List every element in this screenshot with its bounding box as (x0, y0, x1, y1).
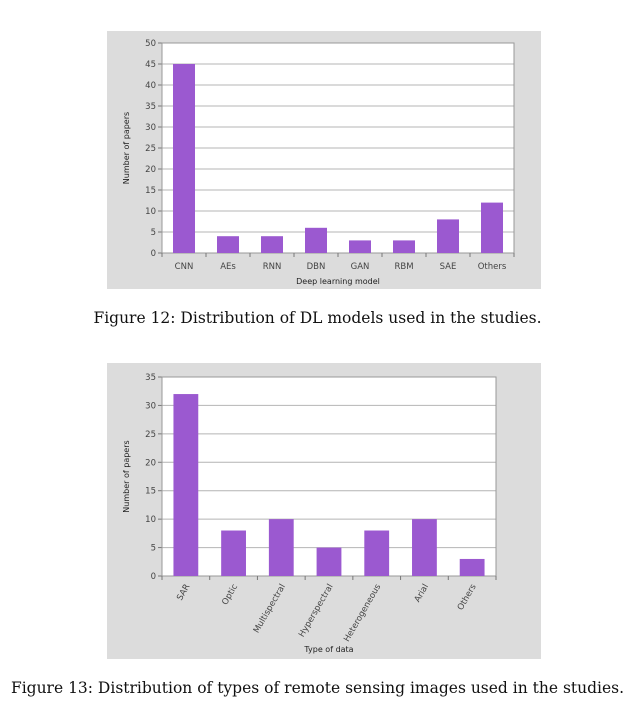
bar-cnn (173, 64, 195, 253)
bar-rbm (393, 240, 415, 253)
bar-optic (221, 531, 246, 576)
bar-dbn (305, 228, 327, 253)
bar-others (460, 559, 485, 576)
y-tick-label: 15 (145, 486, 156, 497)
bar-sar (173, 394, 198, 576)
figure-13-caption: Figure 13: Distribution of types of remote sensing images used in the studies. (10, 679, 625, 697)
x-tick-label: GAN (350, 262, 370, 272)
x-tick-label: Heterogeneous (342, 582, 384, 644)
x-axis-title: Deep learning model (296, 277, 380, 286)
figure-12-chart (107, 31, 541, 289)
y-tick-label: 30 (145, 123, 156, 133)
x-tick-label: CNN (174, 262, 194, 272)
x-tick-label: RBM (394, 262, 414, 272)
x-tick-label: Multispectral (251, 582, 288, 636)
x-tick-label: SAR (175, 582, 193, 603)
y-tick-label: 20 (145, 458, 156, 469)
y-tick-label: 20 (145, 165, 156, 175)
bar-hyperspectral (317, 548, 342, 576)
data-types-bar-chart (107, 363, 541, 659)
y-tick-label: 10 (145, 515, 156, 526)
y-tick-label: 50 (145, 39, 156, 49)
figure-13-chart (107, 363, 541, 659)
plot-area (162, 377, 496, 576)
x-tick-label: Others (455, 582, 479, 613)
y-tick-label: 45 (145, 60, 156, 70)
y-tick-label: 15 (145, 186, 156, 196)
y-axis-title: Number of papers (122, 440, 131, 513)
x-tick-label: Others (477, 262, 507, 272)
x-tick-label: Hyperspectral (297, 582, 336, 640)
bar-rnn (261, 236, 283, 253)
bar-multispectral (269, 519, 294, 576)
x-tick-label: RNN (262, 262, 282, 272)
bar-aes (217, 236, 239, 253)
x-tick-label: Optic (220, 582, 241, 607)
bar-others (481, 203, 503, 253)
y-tick-label: 25 (145, 144, 156, 154)
x-tick-label: Arial (412, 582, 432, 605)
bar-arial (412, 519, 437, 576)
y-tick-label: 30 (145, 401, 156, 412)
bar-gan (349, 240, 371, 253)
y-tick-label: 0 (150, 572, 156, 582)
x-tick-label: SAE (439, 262, 457, 272)
x-tick-label: AEs (220, 262, 236, 272)
y-tick-label: 40 (145, 81, 156, 91)
bar-sae (437, 219, 459, 253)
y-tick-label: 5 (150, 543, 156, 554)
y-tick-label: 35 (145, 102, 156, 112)
y-tick-label: 35 (145, 373, 156, 383)
figure-12-caption: Figure 12: Distribution of DL models used in the studies. (93, 309, 542, 327)
y-tick-label: 0 (150, 249, 156, 259)
bar-heterogeneous (364, 531, 389, 576)
y-axis-title: Number of papers (122, 111, 131, 185)
y-tick-label: 5 (150, 228, 156, 238)
x-axis-title: Type of data (304, 645, 354, 654)
x-tick-label: DBN (306, 262, 326, 272)
dl-models-bar-chart (107, 31, 541, 289)
y-tick-label: 25 (145, 429, 156, 440)
y-tick-label: 10 (145, 207, 156, 217)
